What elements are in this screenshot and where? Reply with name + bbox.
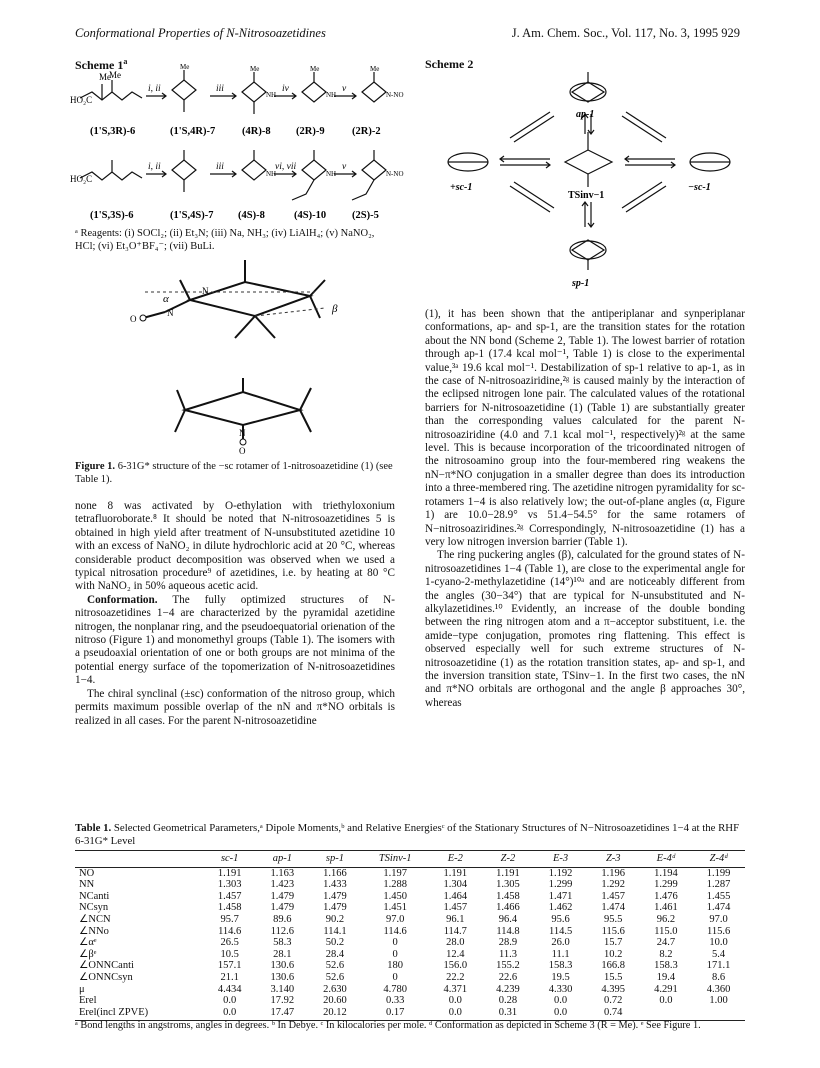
table-cell: 4.330 (548, 983, 573, 995)
table-cell: 114.7 (443, 925, 467, 937)
paragraph: Conformation. The fully optimized structures of N-nitrosoazetidines 1−4 are characterized by the pyramidal azetidine nitrogen, the nonplanar ring, and the pseudoequatorial orienation of the nitroso (Figure 1) and monomethyl groups (Table 1). The isomers with a pseudoaxial orientation of one or both groups are not minima of the potential energy surface of the topomerization of N-nitrosoazetidines 1−4. (75, 593, 395, 687)
table-cell: 1.466 (496, 902, 520, 914)
table-cell: 1.479 (323, 890, 347, 902)
row-label: ∠ONNCsyn (79, 971, 133, 983)
figure1-caption: Figure 1. 6-31G* structure of the −sc rotamer of 1-nitrosoazetidine (1) (see Table 1). (75, 461, 393, 485)
table-cell: 1.303 (217, 879, 242, 891)
table-cell: 28.9 (498, 937, 518, 949)
table-cell: 3.140 (270, 983, 295, 995)
table-row (75, 937, 745, 949)
svg-text:Me: Me (180, 63, 190, 71)
row-label: μ (79, 983, 85, 995)
compound-label: (2R)-9 (296, 126, 325, 137)
table-cell: 89.6 (273, 913, 292, 925)
table-cell: 1.191 (496, 867, 520, 879)
table-cell: 19.4 (656, 971, 676, 983)
svg-text:HO₂C: HO₂C (70, 174, 93, 184)
table-cell: 96.4 (498, 913, 518, 925)
right-column-text (425, 308, 745, 710)
table1-title: Table 1. Selected Geometrical Parameters,ᵃ Dipole Moments,ᵇ and Relative Energiesᶜ of the Stationary Structures of N−Nitrosoazetidines 1−4 at the RHF 6-31G* Level (75, 822, 740, 847)
table-row (75, 867, 745, 879)
table-row (75, 995, 745, 1007)
svg-text:NH: NH (266, 91, 277, 99)
paragraph: The chiral synclinal (±sc) conformation of the nitroso group, which permits maximum possible overlap of the nN and π*NO orbitals is realized in all cases. For the parent N-nitrosoazetidine (75, 687, 395, 727)
compound-label: (4S)-10 (294, 210, 327, 221)
column-header (75, 851, 203, 868)
table-cell: 1.304 (443, 879, 468, 891)
table-cell: 1.191 (443, 867, 468, 879)
table-row (75, 879, 745, 891)
table-cell: 1.287 (706, 879, 731, 891)
ring-2-row1 (362, 82, 386, 102)
row-label: ∠βᵉ (79, 948, 97, 960)
table-cell: 180 (387, 960, 404, 972)
table1 (75, 850, 745, 1021)
table-cell: 0 (392, 948, 398, 960)
arrow-label-1: i, ii (148, 84, 161, 94)
arrow-label-7: vi, vii (275, 162, 297, 172)
table-cell: 115.0 (654, 925, 678, 937)
table-cell: 1.423 (270, 879, 295, 891)
table-cell: 166.8 (601, 960, 626, 972)
table-cell: 4.434 (217, 983, 242, 995)
table-cell: 1.197 (383, 867, 407, 879)
scheme1-reagents: ᵃ Reagents: (i) SOCl₂; (ii) Et₃N; (iii) Na, NH₃; (iv) LiAlH₄; (v) NaNO₂, HCl; (vi) Et₃O⁺BF₄⁻; (vii) BuLi. (75, 228, 375, 252)
table-cell: 1.299 (654, 879, 678, 891)
label-ap: ap-1 (576, 109, 595, 120)
table-row (75, 972, 745, 984)
left-column-text (75, 500, 395, 728)
table-cell: 5.4 (712, 948, 726, 960)
svg-text:O: O (130, 314, 137, 324)
table-cell: 17.47 (256, 1007, 309, 1021)
compound-label: (2S)-5 (352, 210, 379, 221)
table-cell: 1.192 (548, 867, 573, 879)
table-cell: 22.6 (498, 971, 518, 983)
figure1-alpha: α (163, 293, 169, 305)
running-head-title: Conformational Properties of N-Nitrosoazetidines (75, 26, 326, 40)
table-cell: 155.2 (496, 960, 520, 972)
table-cell: 0.0 (534, 1007, 587, 1021)
table-cell: 96.1 (446, 913, 465, 925)
table-cell: 1.166 (323, 867, 347, 879)
compound-label: (4R)-8 (242, 126, 271, 137)
table-cell: 1.474 (601, 902, 626, 914)
column-header: sp-1 (309, 851, 362, 868)
table-row (75, 949, 745, 961)
table-cell: 11.3 (498, 948, 517, 960)
table-cell: 1.292 (601, 879, 626, 891)
table-cell: 0.31 (482, 1007, 535, 1021)
svg-text:Me: Me (370, 65, 380, 73)
table-cell: 1.163 (270, 867, 295, 879)
table-row (75, 902, 745, 914)
table-cell: 0.72 (604, 995, 623, 1007)
row-label: ∠ONNCanti (79, 960, 134, 972)
table-cell: 17.92 (270, 995, 295, 1007)
arrow-label-5: i, ii (148, 162, 161, 172)
column-header: Z-4ᵈ (692, 851, 745, 868)
label-plus-sc: +sc-1 (450, 182, 473, 193)
table-cell: 2.630 (323, 983, 347, 995)
table-cell: 10.2 (604, 948, 623, 960)
table-cell: 1.196 (601, 867, 626, 879)
table-cell: 115.6 (706, 925, 731, 937)
table-cell: 156.0 (443, 960, 468, 972)
table-cell: 1.462 (548, 902, 573, 914)
table-cell: 4.360 (706, 983, 731, 995)
table-cell: 12.4 (446, 948, 465, 960)
table-row (75, 926, 745, 938)
table-cell: 4.371 (443, 983, 468, 995)
table-cell: 1.199 (706, 867, 731, 879)
compound-label: (4S)-8 (238, 210, 265, 221)
arrow-label-3: iv (282, 84, 289, 94)
table-cell: 0 (392, 937, 398, 949)
table-cell: 52.6 (325, 971, 345, 983)
svg-text:N: N (167, 308, 174, 318)
table-row (75, 960, 745, 972)
table-cell: 130.6 (270, 960, 295, 972)
ring-9-row1 (302, 82, 326, 102)
svg-text:N-NO: N-NO (386, 170, 404, 178)
table-cell: 0.17 (361, 1007, 429, 1021)
table-cell: 114.8 (496, 925, 520, 937)
paragraph: The ring puckering angles (β), calculated for the ground states of N-nitrosoazetidines 1−4 (Table 1), are close to the experimental angle for 1-cyano-2-methylazetidine (14°)¹⁰ᵃ and are noticeably different from the angles (30−34°) that are typical for N-unsubstituted and N-alkylazetidines.¹⁰ Evidently, an increase of the double bonding between the ring nitrogen atom and a π−acceptor substituent, i.e. the amide−type conjugation, promotes ring flattening. This effect is observed especially well for such extreme structures of N-nitrosoazetidine (1) as the rotation transition states, ap- and sp-1, and the inversion transition state, TSinv−1. In the first two cases, the nN and π*NO orbitals are orthogonal and the angle β approaches 30°, whereas (425, 549, 745, 709)
table-cell: 157.1 (217, 960, 242, 972)
svg-text:NH: NH (326, 91, 337, 99)
table-cell: 1.479 (270, 902, 295, 914)
column-header: ap-1 (256, 851, 309, 868)
table-cell: 10.5 (220, 948, 239, 960)
table-cell: 95.5 (604, 913, 623, 925)
svg-text:Me: Me (109, 70, 121, 80)
table-cell: 58.3 (273, 937, 292, 949)
compound-label: (1'S,4S)-7 (170, 210, 214, 221)
svg-text:N: N (202, 286, 209, 296)
table-header-row (75, 851, 745, 868)
table-row (75, 891, 745, 903)
table-cell: 1.458 (217, 902, 242, 914)
row-label: NN (79, 879, 95, 891)
table-cell: 1.479 (270, 890, 295, 902)
table-cell: 0.0 (223, 995, 237, 1007)
table-cell: 1.450 (383, 890, 407, 902)
table-cell: 22.2 (446, 971, 465, 983)
row-label: Erel(incl ZPVE) (75, 1007, 203, 1021)
table-cell: 114.6 (383, 925, 407, 937)
column-header: Z-3 (587, 851, 640, 868)
table-cell: 28.4 (325, 948, 345, 960)
table-cell: 114.1 (323, 925, 347, 937)
svg-text:N-NO: N-NO (386, 91, 404, 99)
table-cell: 1.461 (654, 902, 678, 914)
table-cell: 0.0 (429, 1007, 482, 1021)
running-head-journal: J. Am. Chem. Soc., Vol. 117, No. 3, 1995 929 (511, 26, 740, 40)
table-cell: 114.6 (218, 925, 242, 937)
table-cell: 1.288 (383, 879, 407, 891)
table-cell: 1.455 (706, 890, 731, 902)
table-cell: 1.433 (323, 879, 347, 891)
table-cell: 26.5 (220, 937, 239, 949)
svg-text:Me: Me (310, 65, 320, 73)
row-label: ∠αᵉ (79, 937, 97, 949)
table-cell: 1.305 (496, 879, 520, 891)
table-cell: 28.0 (446, 937, 465, 949)
table-cell: 1.00 (709, 995, 728, 1007)
table-cell: 1.457 (443, 902, 468, 914)
svg-text:Me: Me (250, 65, 260, 73)
table-cell (692, 1007, 745, 1021)
column-header: E-3 (534, 851, 587, 868)
figure1-beta: β (332, 303, 338, 315)
table-row (75, 914, 745, 926)
table-cell: 158.3 (654, 960, 678, 972)
table-cell: 114.5 (548, 925, 573, 937)
table-cell: 1.451 (383, 902, 407, 914)
compound-label: (1'S,3S)-6 (90, 210, 134, 221)
table1-footnote: ᵃ Bond lengths in angstroms, angles in degrees. ᵇ In Debye. ᶜ In kilocalories per mole. ᵈ Conformation as depicted in Scheme 3 (R = Me). ᵉ See Figure 1. (75, 1020, 701, 1031)
table-cell: 130.6 (270, 971, 295, 983)
table-cell: 4.239 (496, 983, 520, 995)
row-label: NCanti (79, 890, 110, 902)
svg-text:N: N (239, 428, 246, 438)
paragraph: none 8 was activated by O-ethylation with triethyloxonium tetrafluoroborate.⁸ It should be noted that N-nitrosoazetidines 5 is obtained in high yield after treatment of N-unsubstituted azetidine 10 with an excess of NaNO₂ in dilute hydrochloric acid at 20 °C, whereas considerable product decomposition was observed when we used a typical nitrosation procedure⁹ of azetidines, i.e. by heating at 80 °C with NaNO₂ in 50% aqueous acetic acid. (75, 500, 395, 593)
table-cell: 19.5 (551, 971, 570, 983)
table-cell: 1.194 (654, 867, 678, 879)
column-header: sc-1 (203, 851, 256, 868)
table-cell: 0.0 (448, 995, 462, 1007)
scheme1-title: Scheme 1$^a$ (75, 57, 128, 72)
ring-8-row1 (242, 82, 266, 102)
ring-7-row1 (172, 80, 196, 100)
table-cell: 95.7 (220, 913, 239, 925)
column-header: TSinv-1 (361, 851, 429, 868)
compound-label: (1'S,4R)-7 (170, 126, 216, 137)
table-cell: 0.33 (385, 995, 405, 1007)
table-cell: 0 (392, 971, 398, 983)
table-cell: 21.1 (220, 971, 239, 983)
table-cell: 97.0 (709, 913, 728, 925)
arrow-label-2: iii (216, 84, 224, 94)
table-cell: 1.471 (548, 890, 573, 902)
table-cell: 1.476 (654, 890, 678, 902)
table-cell: 4.395 (601, 983, 626, 995)
scheme2-structures (420, 72, 750, 297)
svg-text:Me: Me (99, 72, 111, 82)
row-label: ∠NNo (79, 925, 109, 937)
table1-body (75, 867, 745, 1021)
table-cell: 15.5 (604, 971, 623, 983)
table-cell: 97.0 (385, 913, 405, 925)
table-cell: 15.7 (604, 937, 623, 949)
svg-text:NH: NH (326, 170, 337, 178)
table-cell: 0.74 (587, 1007, 640, 1021)
compound-label: (2R)-2 (352, 126, 381, 137)
scheme2-title: Scheme 2 (425, 57, 474, 71)
table-cell: 10.0 (709, 937, 728, 949)
table-cell: 20.60 (323, 995, 347, 1007)
table-cell: 0.0 (203, 1007, 256, 1021)
row-label: ∠NCN (79, 913, 111, 925)
table-cell: 24.7 (656, 937, 676, 949)
table-cell: 1.479 (323, 902, 347, 914)
row-label: NO (79, 867, 95, 879)
table-cell: 1.457 (217, 890, 242, 902)
table-cell: 115.6 (601, 925, 625, 937)
table-cell: 1.474 (706, 902, 731, 914)
figure1-structure (75, 260, 395, 460)
table-cell: 0.0 (659, 995, 673, 1007)
table-cell: 4.780 (383, 983, 407, 995)
table-cell: 0.0 (554, 995, 568, 1007)
table-cell: 50.2 (325, 937, 345, 949)
table-cell: 96.2 (656, 913, 676, 925)
table-cell: 28.1 (273, 948, 292, 960)
table-cell (640, 1007, 693, 1021)
table-cell: 95.6 (551, 913, 570, 925)
row-label: Erel (79, 995, 97, 1007)
arrow-label-8: v (342, 162, 347, 172)
arrow-label-6: iii (216, 162, 224, 172)
table-cell: 1.458 (496, 890, 520, 902)
table-cell: 4.291 (654, 983, 678, 995)
svg-text:HO₂C: HO₂C (70, 95, 93, 105)
column-header: E-4ᵈ (640, 851, 693, 868)
table-cell: 1.464 (443, 890, 468, 902)
table-cell: 1.191 (217, 867, 242, 879)
table-row (75, 1007, 745, 1021)
table-row (75, 984, 745, 996)
table-cell: 158.3 (548, 960, 573, 972)
table-cell: 52.6 (325, 960, 345, 972)
paragraph: (1), it has been shown that the antiperiplanar and synperiplanar conformations, ap- and sp-1, are the transition states for the rotation about the NN bond (Scheme 2, Table 1). The lowest barrier of rotation through ap-1 (17.4 kcal mol⁻¹, Table 1) is close to the experimental value,³ᵃ 19.6 kcal mol⁻¹. Destabilization of sp-1 relative to ap-1, as in the case of N-nitrosoaziridine,²ᵍ is caused mainly by the interaction of the eclipsed nitrogen lone pair. The calculated values of the rotational barriers for N-nitrosoazetidine (1) (Table 1) are substantially greater than the corresponding values calculated for the parent N-nitrosoaziridine (4.0 and 7.1 kcal mol⁻¹, respectively)²ᵍ at the same level. This is because incorporation of the tricoordinated nitrogen of the nitrosoamino group into the four-membered ring weakens the nN−π*NO conjugation in a smaller degree than does its introduction into a three-membered ring. The azetidine nitrogen pyramidality for sc-rotamers 1−4 is also relatively low; the out-of-plane angles (α, Figure 1) are 10.0−28.9° vs 51.4−54.5° for the same rotamers of N−nitrosoaziridines.²ᵍ Correspondingly, N-nitrosoazetidine (1) has a very low nitrogen inversion barrier (Table 1). (425, 308, 745, 548)
column-header: Z-2 (482, 851, 535, 868)
table-cell: 90.2 (325, 913, 345, 925)
svg-text:O: O (239, 446, 246, 456)
table-cell: 112.6 (270, 925, 294, 937)
table-cell: 1.457 (601, 890, 626, 902)
row-label: NCsyn (79, 902, 109, 914)
label-sp: sp-1 (572, 278, 590, 289)
arrow-label-4: v (342, 84, 347, 94)
compound-label: (1'S,3R)-6 (90, 126, 136, 137)
table-cell: 0.28 (498, 995, 518, 1007)
table-cell: 8.6 (712, 971, 726, 983)
table-cell: 1.299 (548, 879, 573, 891)
table-cell: 11.1 (551, 948, 570, 960)
table-cell: 26.0 (551, 937, 570, 949)
table-cell: 20.12 (309, 1007, 362, 1021)
table-cell: 8.2 (659, 948, 673, 960)
svg-text:NH: NH (266, 170, 277, 178)
column-header: E-2 (429, 851, 482, 868)
table-cell: 171.1 (706, 960, 731, 972)
label-ts: TSinv−1 (568, 190, 605, 201)
label-minus-sc: −sc-1 (688, 182, 711, 193)
